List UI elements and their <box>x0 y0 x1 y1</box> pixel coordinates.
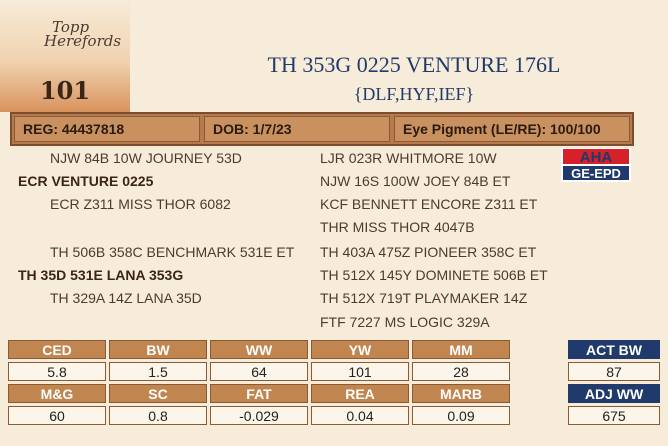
epd-value-mg: 60 <box>8 406 106 425</box>
badge-line-1: AHA <box>579 149 613 166</box>
animal-name: TH 353G 0225 VENTURE 176L <box>267 52 561 77</box>
pedigree-right-5: TH 403A 475Z PIONEER 358C ET <box>320 244 537 260</box>
epd-value-mm: 28 <box>412 362 510 381</box>
animal-traits: {DLF,HYF,IEF} <box>353 84 475 104</box>
pedigree-right-6: TH 512X 145Y DOMINETE 506B ET <box>320 267 548 283</box>
pedigree-dam-dam: TH 329A 14Z LANA 35D <box>50 290 202 306</box>
pedigree-right-3: KCF BENNETT ENCORE Z311 ET <box>320 196 538 212</box>
pedigree-dam: TH 35D 531E LANA 353G <box>18 267 184 283</box>
date-of-birth: DOB: 1/7/23 <box>204 116 390 142</box>
pedigree-right-2: NJW 16S 100W JOEY 84B ET <box>320 173 511 189</box>
pedigree-dam-sire: TH 506B 358C BENCHMARK 531E ET <box>50 244 295 260</box>
pedigree-right-1: LJR 023R WHITMORE 10W <box>320 150 497 166</box>
epd-table <box>5 337 513 428</box>
registration-bar <box>10 112 634 146</box>
eye-pigment: Eye Pigment (LE/RE): 100/100 <box>394 116 630 142</box>
epd-header-sc: SC <box>109 384 207 403</box>
aha-ge-epd-logo <box>561 148 631 182</box>
pedigree-right-8: FTF 7227 MS LOGIC 329A <box>320 314 490 330</box>
epd-value-sc: 0.8 <box>109 406 207 425</box>
lot-number: 101 <box>39 76 91 105</box>
logo-line-1: Topp <box>52 18 90 36</box>
epd-header-fat: FAT <box>210 384 308 403</box>
epd-value-rea: 0.04 <box>311 406 409 425</box>
badge-line-2: GE-EPD <box>571 166 621 181</box>
epd-header-marb: MARB <box>412 384 510 403</box>
epd-header-bw: BW <box>109 340 207 359</box>
pedigree-right-7: TH 512X 719T PLAYMAKER 14Z <box>320 290 528 306</box>
act-bw-label: ACT BW <box>568 340 660 359</box>
epd-header-ww: WW <box>210 340 308 359</box>
pedigree-right-4: THR MISS THOR 4047B <box>320 219 475 235</box>
adj-ww-label: ADJ WW <box>568 384 660 403</box>
epd-value-fat: -0.029 <box>210 406 308 425</box>
topp-herefords-logo <box>44 20 134 48</box>
act-bw-value: 87 <box>568 362 660 381</box>
epd-header-yw: YW <box>311 340 409 359</box>
epd-header-mm: MM <box>412 340 510 359</box>
logo-panel <box>0 0 130 112</box>
pedigree-sire-dam: ECR Z311 MISS THOR 6082 <box>50 196 231 212</box>
actuals-table <box>565 337 663 428</box>
epd-header-mg: M&G <box>8 384 106 403</box>
pedigree-sire: ECR VENTURE 0225 <box>18 173 154 189</box>
adj-ww-value: 675 <box>568 406 660 425</box>
epd-value-ced: 5.8 <box>8 362 106 381</box>
epd-value-bw: 1.5 <box>109 362 207 381</box>
epd-value-ww: 64 <box>210 362 308 381</box>
epd-header-ced: CED <box>8 340 106 359</box>
pedigree-sire-sire: NJW 84B 10W JOURNEY 53D <box>50 150 242 166</box>
epd-value-marb: 0.09 <box>412 406 510 425</box>
logo-line-2: Herefords <box>44 32 122 50</box>
reg-number: REG: 44437818 <box>14 116 200 142</box>
epd-header-rea: REA <box>311 384 409 403</box>
epd-value-yw: 101 <box>311 362 409 381</box>
